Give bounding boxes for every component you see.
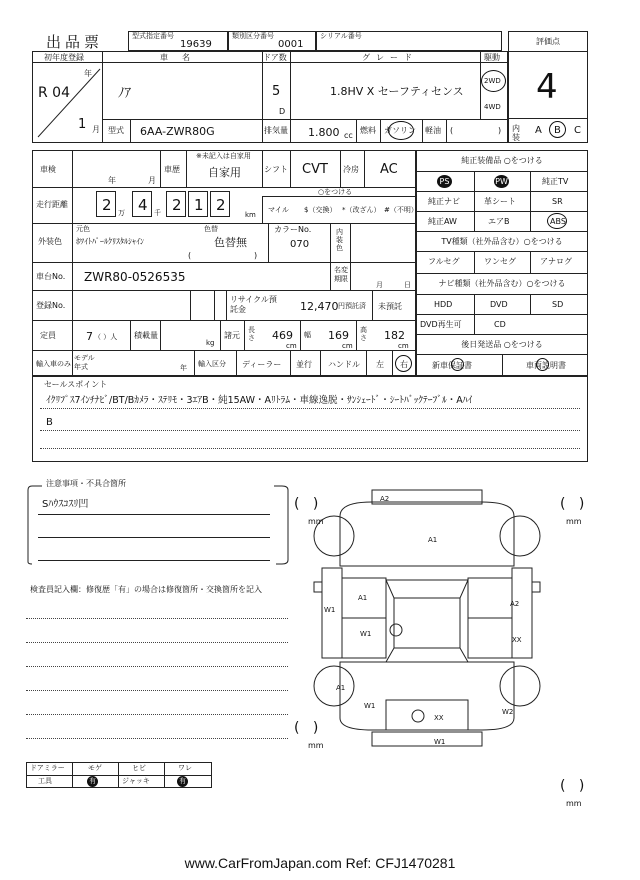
fuel-label: 燃料 [360,126,376,135]
notes-line-1 [38,514,270,515]
equip-airbag: エアB [488,217,510,226]
meter-unknown: #（不明） [384,206,418,214]
mileage-man: 万 [118,209,125,217]
ac-value: AC [380,162,398,177]
legend-v1 [72,762,73,788]
damage-mark: A1 [428,536,438,544]
rt-h4 [416,231,588,232]
lt-r1-v2 [186,150,187,187]
inspector-line-2 [26,642,288,643]
car-damage-diagram [300,486,550,756]
import-label: 輸入車のみ [36,360,71,368]
rt-v2a [530,171,531,231]
lt-h3 [32,262,416,263]
rt-v1d [502,354,503,376]
lt-r6-v4 [244,320,245,350]
lt-r3-v1 [268,223,269,262]
reg-label: 登録No. [36,301,66,310]
notes-label: 注意事項・不具合箇所 [46,479,126,488]
history-value: 自家用 [208,166,241,179]
ac-label: 冷房 [343,165,359,174]
doors-label: ドア数 [263,53,287,62]
footer-ref: www.CarFromJapan.com Ref: CFJ1470281 [184,855,456,871]
damage-mark: W1 [434,738,446,746]
row1-sub-v2 [262,119,263,143]
legend-broken: ワレ [178,764,192,772]
month-unit: 月 [92,125,100,134]
lt-r7-v3 [236,350,237,376]
capacity-value: 7 [86,330,93,343]
damage-mark: XX [434,714,444,722]
color-no: 070 [290,239,310,250]
lt-r7-v7 [392,350,393,376]
name-change-month: 月 [376,281,383,289]
inspector-line-4 [26,690,288,691]
lt-r2-h [262,196,416,197]
inspector-line-3 [26,666,288,667]
tv-oneseg: ワンセグ [484,257,516,266]
legend-v3 [164,762,165,788]
lt-r5-v2 [214,290,215,320]
mileage-d2: 4 [138,196,148,214]
row1-sub-line [102,119,508,120]
paint-value: 色替無 [214,236,247,249]
lt-r1-v6 [364,150,365,187]
shaken-month: 月 [148,176,156,185]
legend-jack: ジャッキ [122,777,150,785]
sales-line-1: ｲｸﾘﾌﾟｽ7ｲﾝﾁﾅﾋﾞ/BT/Bｶﾒﾗ・ｽﾃﾘﾓ・3ｴｱB・純15AW・Aﾘﾄﾗﾑ・車線逸脱・ｻﾝｼｪｰﾄﾞ・ｼｰﾄﾊﾞｯｸﾃｰﾌﾞﾙ・Aﾊｲ [46,395,473,406]
handle-right-circle [395,355,412,372]
cc-unit: cc [344,131,353,140]
sales-dotted-2 [40,430,580,431]
capacity-label: 定員 [40,331,56,340]
class-no-label: 類別区分番号 [232,32,274,40]
shaken-label: 車検 [40,165,56,174]
first-reg-slash [34,65,114,139]
meter-mile: マイル [268,206,289,214]
score-value: 4 [536,67,558,107]
legend-tools-mark: 有 [89,777,96,785]
fuel-diesel-bracket-close: ) [498,126,502,135]
meter-modified: *（改ざん） [342,206,381,214]
notes-line-3 [38,560,270,561]
model-year-label: モデル年式 [74,354,95,371]
warranty-circle [451,358,464,371]
orig-color: ﾎﾜｲﾄﾊﾟｰﾙｸﾘｽﾀﾙｼｬｲﾝ [76,237,144,246]
mileage-sen: 千 [154,209,161,217]
first-reg-year: R 04 [38,85,70,101]
equip-label: 純正装備品 ○をつける [461,156,543,165]
rt-h8 [416,314,588,315]
inspector-line-1 [26,618,288,619]
lt-r1-v5 [340,150,341,187]
damage-mark: W1 [360,630,372,638]
first-reg-label: 初年度登録 [44,53,84,62]
lt-r2-v1 [262,196,263,223]
recycle-not: 未預託 [378,302,402,311]
notes-line-2 [38,537,270,538]
int-color-label: 内装色 [336,228,343,252]
navi-type-label: ナビ種類（社外品含む）○をつける [438,279,566,288]
row1-v4 [480,51,481,119]
car-name-label: 車名 [160,53,204,62]
lt-r1-v4 [290,150,291,187]
width-value: 169 [328,329,349,342]
tire-fr-bracket: ( ) [560,496,585,512]
lt-r7-v5 [320,350,321,376]
lt-r6-v6 [356,320,357,350]
paint-label: 色替 [204,225,218,233]
navi-dvd: DVD [490,300,508,309]
handle-right: 右 [400,360,408,369]
damage-mark: A2 [510,600,520,608]
lt-r3-v2 [330,223,331,262]
shift-value: CVT [302,162,328,177]
row1-v3 [290,51,291,119]
lt-r6-v1 [130,320,131,350]
tire-fr-mm: mm [566,517,582,526]
orig-color-label: 元色 [76,225,90,233]
lt-r6-v5 [300,320,301,350]
sheet-title: 出品票 [46,33,104,51]
paint-bracket-close: ) [254,251,258,260]
rt-h2 [416,191,588,192]
damage-mark: XX [512,636,522,644]
lt-col1 [72,150,73,350]
width-cm: cm [342,342,353,350]
equip-ps-mark: PS [437,175,452,188]
meter-exchange: $（交換） [304,206,337,214]
legend-tools: 工具 [38,777,52,785]
tire-fl-bracket: ( ) [294,496,319,512]
legend-mirror-mark: モゲ [88,764,102,772]
lt-r6-v2 [160,320,161,350]
length-value: 469 [272,329,293,342]
later-manual: 車両説明書 [526,361,566,370]
paint-bracket: ( [188,251,192,260]
equip-leather: 革シート [484,197,516,206]
damage-mark: W1 [324,606,336,614]
rt-v2c [530,294,531,314]
rt-h3 [416,211,588,212]
legend-v2 [118,762,119,788]
later-label: 後日発送品 ○をつける [461,340,543,349]
history-label: 車歴 [164,165,180,174]
shaken-year: 年 [108,176,116,185]
lt-r3-v3 [350,223,351,290]
inspector-line-5 [26,714,288,715]
tv-analog: アナログ [540,257,572,266]
score-label: 評価点 [536,37,560,46]
load-unit: kg [206,339,215,347]
mileage-d5: 2 [216,196,226,214]
grade-label: グレード [362,53,418,62]
equip-abs-circle [547,213,567,229]
inspector-line-6 [26,738,288,739]
rt-h5 [416,251,588,252]
rt-h6 [416,273,588,274]
interior-b: B [554,125,561,136]
row1-header-line [32,62,508,63]
grade-value: 1.8HV X セーフティセンス [330,85,464,98]
mileage-d4: 1 [194,196,204,214]
navi-cd: CD [494,320,506,329]
navi-sd: SD [552,300,564,309]
car-name: ﾉｱ [118,86,131,101]
sales-point-box [32,376,588,462]
lt-r1-v3 [262,150,263,187]
handle-left: 左 [376,360,384,369]
import-dealer: ディーラー [242,360,282,369]
rt-v1a [474,171,475,231]
chassis-value: ZWR80-0526535 [84,270,186,284]
lt-h5 [32,320,416,321]
recycle-yen: 円預託済 [338,302,366,310]
equip-sr: SR [552,197,563,206]
lt-r5-v3 [226,290,227,320]
row1-sub-v5 [380,119,381,143]
recycle-value: 12,470 [300,300,339,313]
equip-tv: 純正TV [542,177,569,186]
inspector-label: 検査員記入欄：修復歴「有」の場合は修復箇所・交換箇所を記入 [30,585,262,594]
height-value: 182 [384,329,405,342]
tv-type-label: TV種類（社外品含む）○をつける [441,237,563,246]
shift-label: シフト [264,165,288,174]
mileage-d1: 2 [102,196,112,214]
score-divider [508,51,588,52]
lt-r5-v1 [190,290,191,320]
model-label: 型式 [108,126,124,135]
tire-rr-mm: mm [566,799,582,808]
height-label: 高さ [360,326,367,342]
rt-v1b [474,251,475,273]
navi-dvd-play: DVD再生可 [420,320,462,329]
fuel-diesel: 軽油 [425,126,441,135]
rt-v1c [474,294,475,334]
lt-r1-v1 [160,150,161,187]
notes-text: Sﾊｳｽｺｽﾘ凹 [42,499,89,510]
first-reg-month: 1 [78,117,87,132]
history-note: ※未記入は自家用 [196,152,251,160]
handle-label: ハンドル [328,360,360,369]
row1-sub-v7 [446,119,447,143]
equip-pw-mark: PW [495,177,508,186]
row1-sub-v3 [290,119,291,143]
damage-mark: A1 [358,594,368,602]
doors: 5 [272,84,281,99]
name-change-day: 日 [404,281,411,289]
model-year-unit: 年 [180,364,187,372]
interior-label: 内装 [512,124,520,142]
legend-jack-mark: 有 [179,777,186,785]
height-cm: cm [398,342,409,350]
door-type: D [279,107,286,116]
fuel-gasoline-circle [388,121,414,140]
equip-navi: 純正ナビ [428,197,460,206]
equip-abs: ABS [550,217,566,226]
fuel-gasoline: ガソリン [384,126,416,135]
lt-r7-v4 [290,350,291,376]
tv-fullseg: フルセグ [428,257,460,266]
rt-h9 [416,334,588,335]
lt-h2 [32,223,416,224]
notes-bracket [26,484,290,566]
tire-rl-mm: mm [308,741,324,750]
model-value: 6AA-ZWR80G [140,125,215,138]
color-no-label: カラーNo. [274,225,312,234]
later-warranty: 新車保証書 [432,361,472,370]
import-parallel: 並行 [296,360,312,369]
damage-mark: A2 [380,495,390,503]
lt-r7-v6 [366,350,367,376]
legend-crack: ヒビ [132,764,146,772]
load-label: 積載量 [134,331,158,340]
lt-h1 [32,187,416,188]
row1-sub-v1 [130,119,131,143]
fuel-diesel-bracket: ( [450,126,454,135]
row1-sub-v4 [356,119,357,143]
recycle-label: リサイクル預託金 [230,295,277,314]
class-no: 0001 [278,39,304,50]
drive-2wd: 2WD [484,77,501,85]
rt-h1 [416,171,588,172]
displacement-label: 排気量 [264,126,288,135]
tire-rl-bracket: ( ) [294,720,319,736]
length-cm: cm [286,342,297,350]
drive-4wd: 4WD [484,103,501,111]
rt-h7 [416,294,588,295]
interior-c: C [574,125,581,136]
lt-r6-v3 [220,320,221,350]
legend-mirror: ドアミラー [30,764,65,772]
equip-aw: 純正AW [428,217,457,226]
import-class-label: 輸入区分 [198,360,226,368]
mileage-d3: 2 [172,196,182,214]
damage-mark: W1 [364,702,376,710]
lt-r7-v1 [72,350,73,376]
interior-b-circle [549,121,566,138]
drive-label: 駆動 [484,53,500,62]
sales-line-2: B [46,417,53,428]
damage-mark: W2 [502,708,514,716]
interior-a: A [535,125,542,136]
damage-mark: A1 [336,684,346,692]
tire-fl-mm: mm [308,517,324,526]
lt-h4 [32,290,416,291]
row1-sub-v6 [422,119,423,143]
dims-label: 諸元 [224,331,240,340]
width-label: 幅 [304,331,311,339]
lt-r4-v1 [330,262,331,290]
sales-dotted-1 [40,408,580,409]
displacement-value: 1.800 [308,126,340,139]
mileage-label: 走行距離 [36,200,68,209]
meter-note: ○をつける [318,188,353,196]
sales-label: セールスポイント [44,380,108,389]
sales-dotted-3 [40,448,580,449]
type-no: 19639 [180,39,212,50]
rt-v2b [530,251,531,273]
score-divider-2 [508,118,588,119]
year-unit: 年 [84,69,92,78]
name-change-label: 名変期限 [334,266,348,283]
length-label: 長さ [248,326,255,342]
mileage-km: km [245,211,256,219]
lt-r7-v2 [194,350,195,376]
capacity-unit: （ ）人 [94,333,118,341]
manual-circle [536,358,549,371]
lt-h6 [32,350,416,351]
chassis-label: 車台No. [36,272,66,281]
color-label: 外装色 [38,237,62,246]
serial-label: シリアル番号 [320,32,362,40]
lt-r5-v4 [372,290,373,320]
navi-hdd: HDD [434,300,453,309]
tire-rr-bracket: ( ) [560,778,585,794]
type-no-label: 型式指定番号 [132,32,174,40]
